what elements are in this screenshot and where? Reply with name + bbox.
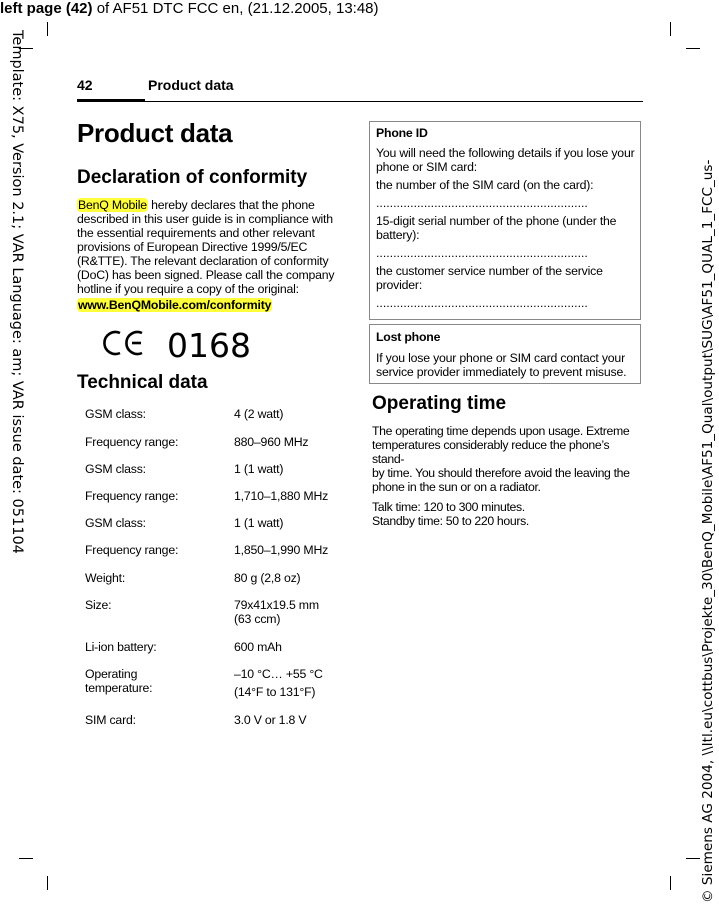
operating-time-line: The operating time depends upon usage. Extreme (372, 424, 630, 438)
service-number-blank: .............................................................. (376, 296, 588, 310)
spec-value: 4 (2 watt) (234, 407, 284, 421)
phone-id-text: 15-digit serial number of the phone (under the (376, 214, 617, 228)
running-section-title: Product data (148, 77, 234, 93)
phone-id-text: the customer service number of the service (376, 264, 603, 278)
spec-label-extra: temperature: (85, 681, 153, 695)
crop-mark (47, 22, 48, 36)
page-title: Product data (77, 118, 233, 148)
conformity-line: (R&TTE). The relevant declaration of conformity (77, 254, 329, 268)
phone-id-text: the number of the SIM card (on the card): (376, 178, 594, 192)
crop-mark (19, 858, 33, 859)
phone-id-text: provider: (376, 278, 423, 292)
lost-phone-text: If you lose your phone or SIM card contact your (376, 351, 625, 365)
spec-label: Operating (85, 667, 138, 681)
operating-time-line: by time. You should therefore avoid the leaving the (372, 466, 630, 480)
crop-mark (686, 48, 700, 49)
print-header-page: left page (42) (0, 0, 93, 17)
spec-label: Li-ion battery: (85, 640, 157, 654)
spec-value: 880–960 MHz (234, 435, 309, 449)
page-number: 42 (77, 77, 93, 93)
spec-label: GSM class: (85, 516, 146, 530)
conformity-url-link[interactable]: www.BenQMobile.com/conformity (78, 298, 272, 312)
header-rule (145, 101, 643, 102)
margin-copyright-text: © Siemens AG 2004, \\Itl.eu\cottbus\Projekte_30\BenQ_Mobile\AF51_Qual\output\SUG\AF51_QUAL_1_FCC_us- (700, 159, 716, 903)
standby-time: Standby time: 50 to 220 hours. (372, 514, 529, 528)
conformity-line: provisions of European Directive 1999/5/EC (77, 240, 308, 254)
spec-value: 79x41x19.5 mm (234, 598, 319, 612)
serial-number-blank: .............................................................. (376, 246, 588, 260)
operating-time-text (372, 424, 644, 528)
phone-id-text: You will need the following details if you lose your (376, 146, 635, 160)
conformity-line: (DoC) has been signed. Please call the company (77, 268, 335, 282)
spec-value-extra: (14°F to 131°F) (234, 685, 316, 699)
ce-mark-icon (100, 327, 146, 368)
phone-id-title: Phone ID (376, 126, 428, 140)
spec-label: GSM class: (85, 407, 146, 421)
spec-value: 3.0 V or 1.8 V (234, 713, 307, 727)
spec-label: SIM card: (85, 713, 136, 727)
technical-heading: Technical data (77, 372, 208, 393)
spec-value: 1 (1 watt) (234, 462, 284, 476)
conformity-text (77, 198, 347, 312)
crop-mark (670, 876, 671, 890)
crop-mark (686, 858, 700, 859)
spec-value: –10 °C… +55 °C (234, 667, 323, 681)
conformity-heading: Declaration of conformity (77, 167, 308, 188)
spec-value: 1 (1 watt) (234, 516, 284, 530)
print-header (0, 0, 379, 17)
operating-time-line: phone in the sun or on a radiator. (372, 480, 541, 494)
sim-number-blank: .............................................................. (376, 196, 588, 210)
crop-mark (47, 876, 48, 890)
margin-template-text: Template: X75, Version 2.1; VAR Language: am; VAR issue date: 051104 (9, 30, 25, 554)
operating-time-heading: Operating time (372, 393, 507, 414)
conformity-line: described in this user guide is in compliance with (77, 212, 333, 226)
spec-value: 1,710–1,880 MHz (234, 489, 329, 503)
spec-label: Frequency range: (85, 543, 179, 557)
brand-highlight: BenQ Mobile (78, 198, 147, 212)
header-rule-thick (77, 99, 145, 102)
spec-value: 1,850–1,990 MHz (234, 543, 329, 557)
spec-value: 80 g (2,8 oz) (234, 571, 301, 585)
conformity-line: the essential requirements and other relevant (77, 226, 315, 240)
spec-label: Frequency range: (85, 435, 179, 449)
ce-number: 0168 (167, 326, 251, 365)
conformity-line: hereby declares that the phone (147, 198, 315, 212)
spec-value: 600 mAh (234, 640, 282, 654)
print-header-info: of AF51 DTC FCC en, (21.12.2005, 13:48) (92, 0, 379, 17)
talk-time: Talk time: 120 to 300 minutes. (372, 500, 525, 514)
conformity-line: hotline if you require a copy of the original: (77, 282, 299, 296)
lost-phone-title: Lost phone (376, 330, 441, 344)
phone-id-box (369, 121, 641, 320)
spec-value-extra: (63 ccm) (234, 612, 281, 626)
crop-mark (670, 22, 671, 36)
spec-label: Frequency range: (85, 489, 179, 503)
phone-id-text: phone or SIM card: (376, 160, 477, 174)
lost-phone-box (369, 324, 641, 384)
phone-id-text: battery): (376, 228, 420, 242)
operating-time-line: temperatures considerably reduce the phone’s stand- (372, 438, 610, 466)
spec-label: Size: (85, 598, 112, 612)
lost-phone-text: service provider immediately to prevent misuse. (376, 365, 627, 379)
spec-label: Weight: (85, 571, 126, 585)
spec-label: GSM class: (85, 462, 146, 476)
